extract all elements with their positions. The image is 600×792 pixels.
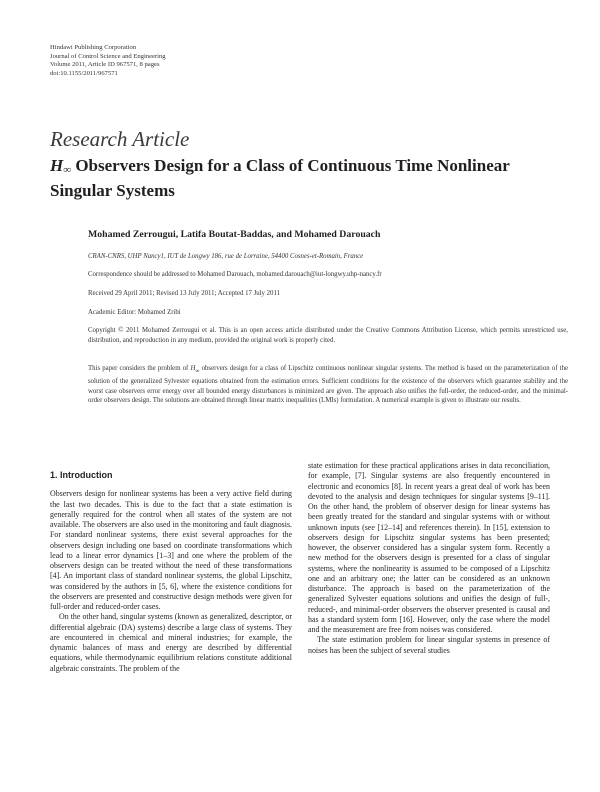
- abstract-h-symbol: H: [190, 365, 196, 372]
- body-paragraph: Observers design for nonlinear systems has been a very active field during the last two decades. This is due to the fact that a state estimation is generally required for the control when all states of the system are not available. The observers are also used in the monitoring and fault diagnosis. For standard nonlinear systems, there exist several approaches for the observers design including one based on coordinate transformations which lead to a linear error dynamics [1–3] and one where the problem of the observers design can be treated without the need of these transformations [4]. An important class of standard nonlinear systems, the global Lipschitz, was considered by the authors in [5, 6], where the existence conditions for the observers are presented and constructive design methods were given for full-order and reduced-order cases.: [50, 489, 292, 611]
- journal-name: Journal of Control Science and Engineering: [50, 52, 166, 60]
- abstract-text-rest: observers design for a class of Lipschitz continuous nonlinear singular systems. The method is based on the parameterization of the solution of the generalized Sylvester equations obtained from the estimation errors. Sufficient conditions for the existence of the observers which guarantee stability and the worst case observers error energy over all bounded energy disturbances is minimized are given. The approach also unifies the full-order, the reduced-order, and the minimal-order observers design. The solutions are obtained through linear matrix inequalities (LMIs) formulation. A numerical example is given to illustrate our results.: [88, 365, 568, 405]
- affiliation: CRAN-CNRS, UHP Nancy1, IUT de Longwy 186, rue de Lorraine, 54400 Cosnes-et-Romain, France: [88, 253, 364, 260]
- abstract: [88, 364, 568, 406]
- body-paragraph: The state estimation problem for linear singular systems in presence of noises has been the subject of several studies: [308, 635, 550, 655]
- section-heading-introduction: 1. Introduction: [50, 470, 113, 480]
- abstract-text-start: This paper considers the problem of: [88, 365, 191, 372]
- journal-header: [50, 44, 166, 78]
- body-column-right: [308, 461, 550, 656]
- publisher-name: Hindawi Publishing Corporation: [50, 44, 137, 51]
- volume-info: Volume 2011, Article ID 967571, 8 pages: [50, 61, 160, 69]
- body-paragraph: state estimation for these practical applications arises in data reconciliation, for example, [7]. Singular systems are also frequently encountered in electronic and economics [8]. In recent years a great deal of work has been devoted to the analysis and design techniques for singular systems [9–11]. On the other hand, the problem of observer design for linear systems has been greatly treated for the standard and singular systems with or without unknown inputs (see [12–14] and references therein). In [15], extension to observers design for Lipschitz singular systems has been presented; however, the observer considered has a singular system form. Recently a new method for the observers design is presented for a class of singular systems, where the nonlinearity is assumed to be composed of a Lipschitz one and an arbitrary one; the latter can be considered as an unknown disturbance. The approach is based on the parameterization of the generalized Sylvester equations solutions and unifies the design of full-, reduced-, and minimal-order observers the observer presented is causal and has a standard system form [16]. However, only the case where the model and the measurement are free from noises was considered.: [308, 461, 550, 634]
- article-type: Research Article: [50, 127, 190, 151]
- title-infinity-subscript: ∞: [63, 164, 72, 176]
- article-title: [50, 156, 570, 201]
- abstract-infinity-subscript: ∞: [195, 368, 200, 375]
- correspondence-email-link[interactable]: mohamed.darouach@iut-longwy.uhp-nancy.fr: [256, 271, 382, 278]
- academic-editor: Academic Editor: Mohamed Zribi: [88, 309, 181, 316]
- correspondence: [88, 271, 568, 278]
- doi[interactable]: doi:10.1155/2011/967571: [50, 69, 118, 77]
- body-paragraph: On the other hand, singular systems (known as generalized, descriptor, or differential algebraic (DA) systems) describe a large class of systems. They are encountered in chemical and mineral industries; for example, the dynamic balances of mass and energy are described by differential equations, while thermodynamic equilibrium relations constitute additional algebraic constraints. The problem of the: [50, 612, 292, 673]
- title-h-symbol: H: [50, 156, 64, 175]
- author-list: Mohamed Zerrougui, Latifa Boutat-Baddas, and Mohamed Darouach: [88, 229, 381, 240]
- article-dates: Received 29 April 2011; Revised 13 July 2011; Accepted 17 July 2011: [88, 290, 280, 297]
- body-column-left: [50, 470, 292, 674]
- correspondence-text: Correspondence should be addressed to Mohamed Darouach,: [88, 271, 257, 278]
- title-text: Observers Design for a Class of Continuous Time Nonlinear Singular Systems: [50, 156, 510, 200]
- copyright-notice: Copyright © 2011 Mohamed Zerrougui et al. This is an open access article distributed under the Creative Commons Attribution License, which permits unrestricted use, distribution, and reproduction in any medium, provided the original work is properly cited.: [88, 327, 568, 344]
